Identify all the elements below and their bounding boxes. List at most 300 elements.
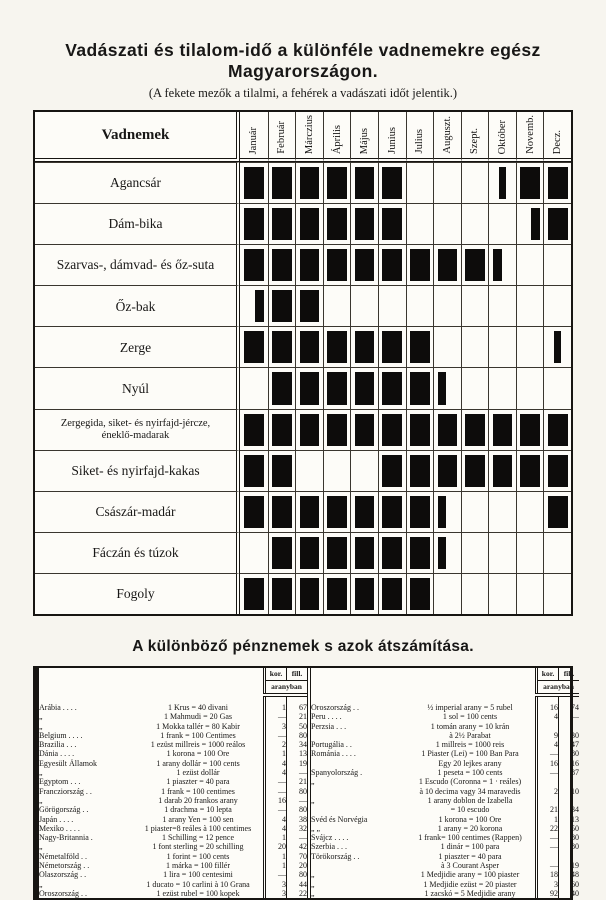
kor-header: kor. (265, 668, 287, 681)
currency-subtable-left (39, 668, 307, 898)
fill-value-cell (559, 777, 580, 786)
fill-value-cell: 16 (559, 759, 580, 768)
country-cell: Olaszország . . (39, 870, 87, 880)
month-cell (543, 203, 571, 244)
closed-season-bar (355, 331, 375, 363)
kor-value-cell: 3 (265, 722, 287, 731)
currency-row (311, 740, 579, 749)
month-cell (543, 326, 571, 367)
country-cell: Egyesült Államok (39, 758, 97, 768)
fill-value-cell: 80 (287, 787, 308, 796)
conversion-cell: 1 piaszter = 40 para (166, 777, 230, 787)
month-cell (461, 244, 489, 285)
fill-value-cell: 38 (287, 815, 308, 824)
game-label-line: éneklő-madarak (101, 429, 170, 441)
currency-row (311, 722, 579, 731)
closed-season-bar (438, 455, 458, 487)
closed-season-bar (272, 331, 292, 363)
fill-value-cell: 42 (287, 842, 308, 851)
kor-value-cell: — (265, 731, 287, 740)
closed-season-bar (438, 249, 458, 281)
month-cell (268, 367, 296, 408)
kor-value-cell: 16 (537, 703, 559, 712)
month-cell (350, 409, 378, 450)
game-row-label (35, 285, 240, 326)
country-cell: Svéd és Norvégia (311, 814, 368, 824)
kor-value-cell: 1 (265, 749, 287, 758)
aranyban-header: aranyban (537, 681, 580, 696)
currency-row (311, 833, 579, 842)
month-label: Márczius (303, 114, 315, 154)
closed-season-bar (272, 208, 292, 240)
fill-value-cell: 34 (287, 740, 308, 749)
closed-season-bar (327, 331, 347, 363)
closed-season-bar (327, 208, 347, 240)
closed-season-bar (355, 537, 375, 569)
month-cell (268, 409, 296, 450)
country-cell: „ (311, 777, 315, 787)
currency-row (311, 852, 579, 861)
month-cell (378, 409, 406, 450)
currency-subtable-right (311, 668, 579, 898)
country-cell: Nagy-Britannia . (39, 833, 93, 843)
kor-value-cell: 1 (265, 703, 287, 712)
month-cell (295, 409, 323, 450)
game-label-line: Császár-madár (95, 504, 176, 519)
currency-row (39, 852, 307, 861)
kor-value-cell: 3 (265, 880, 287, 889)
fill-value-cell: — (287, 768, 308, 777)
currency-row (311, 815, 579, 824)
fill-value-cell: 50 (559, 824, 580, 833)
currency-row (311, 889, 579, 898)
conversion-cell: 1 ezüst millreis = 1000 reálos (150, 740, 246, 750)
month-cell (378, 573, 406, 614)
game-column-header: Vadnemek (35, 112, 240, 162)
conversion-cell: 1 ducato = 10 carlini à 10 Grana (146, 879, 250, 889)
kor-value-cell: 1 (265, 852, 287, 861)
fill-value-cell: 80 (559, 749, 580, 758)
month-cell (433, 326, 461, 367)
month-cell (350, 326, 378, 367)
month-cell (295, 326, 323, 367)
page-subtitle: (A fekete mezők a tilalmi, a fehérek a vadászati időt jelentik.) (148, 86, 458, 100)
closed-season-bar (382, 167, 402, 199)
conversion-cell: 1 ezüst rubel = 100 kopek (156, 888, 240, 898)
month-cell (268, 203, 296, 244)
kor-value-cell (537, 722, 559, 731)
closed-season-bar (355, 414, 375, 446)
fill-value-cell: 80 (287, 870, 308, 879)
fill-value-cell: — (287, 796, 308, 805)
kor-value-cell: 92 (537, 889, 559, 898)
aranyban-header: aranyban (265, 681, 308, 696)
currency-row (39, 889, 307, 898)
closed-season-bar (410, 496, 430, 528)
month-cell (516, 532, 544, 573)
closed-season-bar (327, 496, 347, 528)
fill-value-cell: 67 (287, 703, 308, 712)
conversion-cell: à 10 decima vagy 34 maravedis (419, 786, 521, 796)
month-cell (516, 244, 544, 285)
country-cell: „ (39, 712, 43, 722)
conversion-cell: 1 sol = 100 cents (442, 712, 498, 722)
country-cell: „ (39, 842, 43, 852)
game-row-label (35, 409, 240, 450)
month-cell (350, 244, 378, 285)
closed-season-bar (499, 167, 506, 199)
country-cell: „ (39, 721, 43, 731)
month-cell (488, 409, 516, 450)
month-header (516, 112, 544, 162)
fill-value-cell: 44 (287, 880, 308, 889)
closed-season-bar (244, 414, 265, 446)
month-cell (406, 450, 434, 491)
month-cell (543, 450, 571, 491)
fill-value-cell: 70 (287, 852, 308, 861)
month-cell (516, 409, 544, 450)
kor-value-cell (537, 796, 559, 805)
conversion-cell: Egy 20 lejkes arany (438, 758, 502, 768)
month-cell (240, 367, 268, 408)
month-cell (488, 162, 516, 203)
currency-row (39, 749, 307, 758)
conversion-cell: 1 arany Yen = 100 sen (162, 814, 234, 824)
month-cell (461, 450, 489, 491)
month-cell (295, 285, 323, 326)
closed-season-bar (410, 537, 430, 569)
closed-season-bar (382, 496, 402, 528)
closed-season-bar (548, 455, 568, 487)
month-cell (323, 285, 351, 326)
fill-value-cell: 21 (287, 777, 308, 786)
month-cell (543, 244, 571, 285)
conversion-cell: 1 arany = 20 korona (437, 823, 503, 833)
month-cell (516, 450, 544, 491)
kor-value-cell: 9 (537, 731, 559, 740)
month-cell (461, 573, 489, 614)
closed-season-bar (382, 249, 402, 281)
kor-value-cell: 2 (537, 787, 559, 796)
month-cell (516, 573, 544, 614)
fill-value-cell (559, 796, 580, 805)
month-cell (295, 203, 323, 244)
currency-row (39, 805, 307, 814)
game-label-line: Zerge (119, 339, 152, 355)
closed-season-bar (382, 578, 402, 610)
month-label: Szept. (469, 128, 481, 154)
month-cell (433, 203, 461, 244)
currency-row (39, 759, 307, 768)
kor-value-cell: — (265, 777, 287, 786)
month-cell (350, 367, 378, 408)
closed-season-bar (355, 167, 375, 199)
month-cell (461, 532, 489, 573)
currency-row (39, 740, 307, 749)
month-cell (543, 285, 571, 326)
month-cell (350, 162, 378, 203)
conversion-cell: 1 piaster=8 reáles à 100 centimes (144, 823, 252, 833)
country-cell: Dánia . . . . (39, 749, 75, 759)
month-cell (461, 409, 489, 450)
conversion-cell: 1 frank = 100 centimes (161, 786, 235, 796)
month-header (433, 112, 461, 162)
month-label: Április (331, 124, 343, 154)
conversion-cell: 1 ezüst dollár (176, 768, 220, 778)
country-cell: „ (311, 879, 315, 889)
currency-row (311, 824, 579, 833)
hunting-calendar-table (33, 110, 573, 616)
month-label: Novemb. (524, 115, 536, 154)
month-cell (240, 162, 268, 203)
conversion-cell: 1 drachma = 10 lepta (164, 805, 232, 815)
closed-season-bar (300, 331, 320, 363)
fill-value-cell: 80 (287, 805, 308, 814)
month-cell (323, 532, 351, 573)
conversion-cell: 1 Schilling = 12 pence (161, 833, 235, 843)
game-label-line: Nyúl (122, 380, 149, 396)
currency-row (39, 731, 307, 740)
currency-row (311, 870, 579, 879)
month-cell (378, 203, 406, 244)
fill-value-cell: 50 (287, 722, 308, 731)
fill-value-cell: 80 (287, 731, 308, 740)
country-cell: „ (39, 795, 43, 805)
conversion-cell: 1 Piaster (Lei) = 100 Ban Para (421, 749, 519, 759)
currency-row (311, 759, 579, 768)
country-cell: Portugália . . (311, 740, 352, 750)
currency-row (39, 861, 307, 870)
closed-season-bar (410, 414, 430, 446)
kor-value-cell: 3 (537, 880, 559, 889)
conversion-cell: 1 frank= 100 centimes (Rappen) (418, 833, 522, 843)
kor-value-cell: — (537, 768, 559, 777)
month-cell (323, 450, 351, 491)
month-cell (543, 367, 571, 408)
month-cell (350, 285, 378, 326)
closed-season-bar (300, 578, 320, 610)
conversion-cell: 1 Mokka tallér = 80 Kabir (156, 721, 240, 731)
kor-value-cell: 1 (265, 861, 287, 870)
conversion-cell: 1 korona = 100 Ore (438, 814, 502, 824)
month-label: Február (276, 121, 288, 154)
game-label-line: Siket- és nyirfajd-kakas (71, 462, 200, 478)
conversion-cell: ½ imperial arany = 5 rubel (427, 703, 513, 712)
month-cell (406, 244, 434, 285)
country-cell (311, 731, 405, 740)
conversion-cell: 1 korona = 100 Ore (166, 749, 230, 759)
currency-row (39, 870, 307, 879)
kor-value-cell: 3 (265, 889, 287, 898)
game-label-line: Fogoly (116, 586, 155, 602)
currency-row (311, 796, 579, 805)
month-header (268, 112, 296, 162)
country-cell: Brazilia . . . (39, 740, 77, 750)
currency-row (39, 842, 307, 851)
closed-season-bar (272, 249, 292, 281)
closed-season-bar (438, 414, 458, 446)
fill-value-cell: 48 (559, 870, 580, 879)
month-cell (433, 491, 461, 532)
kor-value-cell: — (537, 861, 559, 870)
currency-row (311, 777, 579, 786)
currency-row (39, 815, 307, 824)
month-header (240, 112, 268, 162)
kor-value-cell: 4 (265, 759, 287, 768)
closed-season-bar (410, 372, 430, 404)
fill-value-cell: 32 (287, 824, 308, 833)
closed-season-bar (548, 208, 568, 240)
month-cell (323, 162, 351, 203)
month-cell (488, 450, 516, 491)
month-cell (350, 203, 378, 244)
month-label: Decz. (552, 129, 564, 154)
closed-season-bar (465, 455, 485, 487)
closed-season-bar (327, 372, 347, 404)
currency-header-row (39, 668, 307, 681)
month-cell (295, 450, 323, 491)
kor-value-cell: 4 (537, 740, 559, 749)
game-row-label (35, 367, 240, 408)
closed-season-bar (300, 290, 320, 322)
month-cell (350, 450, 378, 491)
month-cell (543, 491, 571, 532)
kor-value-cell: — (537, 749, 559, 758)
month-cell (268, 573, 296, 614)
closed-season-bar (465, 249, 485, 281)
month-cell (378, 285, 406, 326)
month-cell (488, 491, 516, 532)
month-label: Január (248, 126, 260, 154)
currency-row (311, 712, 579, 721)
kor-header: kor. (537, 668, 559, 681)
closed-season-bar (300, 208, 320, 240)
closed-season-bar (355, 496, 375, 528)
fill-header: fill. (559, 668, 580, 681)
country-cell: „ (311, 795, 315, 805)
month-header (378, 112, 406, 162)
country-cell: „ (39, 768, 43, 778)
conversion-cell: à 2½ Parabat (449, 730, 491, 740)
currency-row (39, 824, 307, 833)
month-cell (378, 491, 406, 532)
currency-row (311, 842, 579, 851)
closed-season-bar (520, 414, 540, 446)
closed-season-bar (410, 455, 430, 487)
month-cell (433, 244, 461, 285)
month-cell (488, 244, 516, 285)
closed-season-bar (244, 208, 265, 240)
currency-row (39, 777, 307, 786)
month-cell (433, 409, 461, 450)
kor-value-cell: 1 (537, 815, 559, 824)
month-cell (406, 532, 434, 573)
closed-season-bar (382, 208, 402, 240)
kor-value-cell: — (265, 805, 287, 814)
closed-season-bar (272, 455, 292, 487)
closed-season-bar (548, 414, 568, 446)
country-cell: Belgium . . . . (39, 730, 83, 740)
closed-season-bar (382, 372, 402, 404)
month-cell (516, 367, 544, 408)
currency-row (311, 703, 579, 712)
month-cell (378, 450, 406, 491)
game-row-label (35, 203, 240, 244)
month-cell (406, 326, 434, 367)
currency-row (39, 703, 307, 712)
conversion-cell: 1 dinár = 100 para (440, 842, 500, 852)
closed-season-bar (410, 331, 430, 363)
closed-season-bar (382, 414, 402, 446)
month-cell (406, 203, 434, 244)
country-cell: Egyptom . . . (39, 777, 81, 787)
month-cell (406, 285, 434, 326)
closed-season-bar (493, 414, 513, 446)
closed-season-bar (327, 578, 347, 610)
fill-value-cell: 47 (559, 740, 580, 749)
currency-row (39, 768, 307, 777)
closed-season-bar (327, 167, 347, 199)
fill-value-cell: 20 (287, 861, 308, 870)
country-cell (311, 805, 405, 814)
month-cell (516, 326, 544, 367)
month-cell (433, 285, 461, 326)
kor-value-cell: 4 (537, 712, 559, 721)
closed-season-bar (355, 208, 375, 240)
conversion-cell: 1 lira = 100 centesimi (163, 870, 233, 880)
currency-row (39, 880, 307, 889)
month-cell (295, 367, 323, 408)
conversion-cell: 1 zacskó = 5 Medjidie arany (424, 888, 516, 898)
currency-header-row (311, 668, 579, 681)
month-cell (516, 491, 544, 532)
month-cell (295, 244, 323, 285)
month-cell (323, 367, 351, 408)
month-cell (516, 203, 544, 244)
month-label: Junius (386, 127, 398, 154)
month-cell (461, 285, 489, 326)
currency-table-title: A különböző pénznemek s azok átszámítása. (132, 638, 474, 655)
closed-season-bar (244, 578, 265, 610)
month-cell (323, 409, 351, 450)
month-header (406, 112, 434, 162)
fill-header: fill. (287, 668, 308, 681)
month-cell (323, 491, 351, 532)
currency-row (311, 731, 579, 740)
month-cell (323, 326, 351, 367)
closed-season-bar (327, 249, 347, 281)
fill-value-cell: 13 (559, 815, 580, 824)
conversion-cell: 1 millreis = 1000 reis (435, 740, 505, 750)
page-title: Vadászati és tilalom-idő a különféle vadnemekre egész Magyarországon. (65, 40, 541, 81)
closed-season-bar (272, 167, 292, 199)
kor-value-cell: 20 (265, 842, 287, 851)
currency-row (311, 880, 579, 889)
game-row-label (35, 491, 240, 532)
month-cell (461, 326, 489, 367)
conversion-cell: 1 Medjidie arany = 100 piaster (420, 870, 520, 880)
fill-value-cell: 13 (287, 749, 308, 758)
game-row-label (35, 326, 240, 367)
conversion-cell: 1 darab 20 frankos arany (158, 795, 238, 805)
month-cell (406, 409, 434, 450)
fill-value-cell: 87 (559, 768, 580, 777)
kor-value-cell: — (265, 787, 287, 796)
month-cell (268, 162, 296, 203)
game-row-label (35, 244, 240, 285)
country-cell: „ „ (311, 823, 321, 833)
conversion-cell: 1 márka = 100 fillér (165, 861, 231, 871)
